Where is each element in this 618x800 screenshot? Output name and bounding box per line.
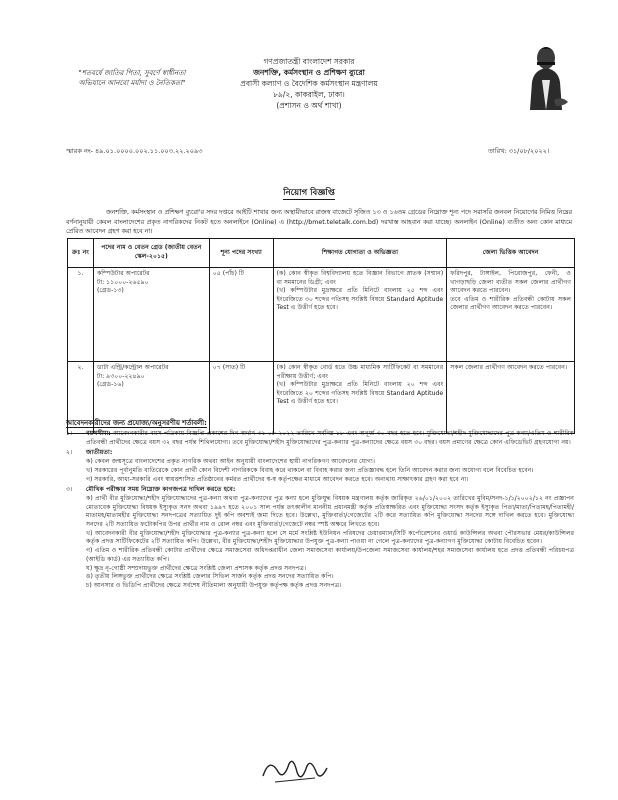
cell-count: ০৫ (পাঁচ) টি	[209, 268, 273, 362]
gov-line-4: ৮৯/২, কাকরাইল, ঢাকা।	[273, 90, 345, 99]
condition-sub: খ) আবেদনকারী বীর মুক্তিযোদ্ধা/শহীদ মুক্তিযোদ্ধার পুত্র-কন্যার পুত্র-কন্যা হলে সে মর্মে সংশ্লিষ্ট ইউনিয়ন পরিষদের চেয়ারম্যান/সিটি কর্পোরেশনের ওয়ার্ড কাউন্সিলর অথবা পৌরসভার মেয়র/কাউন্সিলর কর্তৃক প্রদত্ত সার্টিফিকেটের ২টি সত্যায়িত কপি। উল্লেখ্য, বীর মুক্তিযোদ্ধা/শহীদ মুক্তিযোদ্ধার উপযুক্ত পুত্র-কন্যা পাওয়া না গেলে পুত্র-কন্যাদের পুত্র-কন্যাগণ মুক্তিযোদ্ধা কোটায় বিবেচিত হবেন।	[86, 529, 574, 546]
notice-heading	[0, 186, 618, 200]
district-text-1: ফরিদপুর, টাঙ্গাইল, পিরোজপুর, ফেনী, ও খাগড়াছড়ি জেলা ব্যতীত সকল জেলার প্রার্থীগণ আবেদন করতে পারবেন।	[450, 270, 571, 295]
vacancy-table	[67, 238, 575, 434]
government-header	[190, 56, 428, 111]
motto-line-2: অভিযানে আনবো মর্যাদা ও নৈতিকতা"	[78, 79, 186, 87]
condition-sub: ঘ) ক্ষুদ্র নৃ-গোষ্ঠী সম্প্রদায়ভুক্ত প্রার্থীদের ক্ষেত্রে সংশ্লিষ্ট জেলা প্রশাসক কর্তৃক প্রদত্ত সনদপত্র।	[86, 564, 307, 572]
gov-line-1: গণপ্রজাতন্ত্রী বাংলাদেশ সরকার	[263, 57, 355, 66]
condition-sub: চ) আনসার ও ভিডিপি প্রার্থীদের ক্ষেত্রে সর্বশেষ নীতিমালা অনুযায়ী উপযুক্ত কর্তৃপক্ষ কর্তৃক প্রদত্ত সনদপত্র।	[86, 581, 342, 589]
qualification-b: (খ) কম্পিউটার মুদ্রাক্ষরে প্রতি মিনিটে বাংলায় ২৫ শব্দ এবং ইংরেজিতে ৩০ শব্দের গতিসহ সংশ্লিষ্ট বিষয়ে Standard Aptitude Test এ উত্তীর্ণ হতে হবে।	[276, 287, 444, 312]
post-grade: (গ্রেড-১৬)	[96, 381, 124, 389]
notice-heading-text: নিয়োগ বিজ্ঞপ্তি	[283, 188, 335, 198]
qualification-b: (খ) কম্পিউটার মুদ্রাক্ষরে প্রতি মিনিটে বাংলায় ২০ শব্দ এবং ইংরেজিতে ২০ শব্দের গতিসহ সংশ্লিষ্ট বিষয়ে Standard Aptitude Test এ উত্তীর্ণ হতে হবে।	[276, 381, 444, 406]
condition-body	[86, 449, 574, 484]
gov-line-3: প্রবাসী কল্যাণ ও বৈদেশিক কর্মসংস্থান মন্ত্রণালয়	[240, 79, 378, 88]
condition-sub: ঙ) তৃতীয় লিঙ্গভুক্ত প্রার্থীদের ক্ষেত্রে সংশ্লিষ্ট জেলার সিভিল সার্জন কর্তৃক প্রদত্ত সনদের সত্যায়িত কপি।	[86, 573, 334, 581]
header-qualification: শিক্ষাগত যোগ্যতা ও অভিজ্ঞতা	[273, 239, 447, 268]
header-district: জেলা ভিত্তিক আবেদন	[447, 239, 575, 268]
condition-number: ১।	[66, 430, 73, 437]
header-post: পদের নাম ও বেতন গ্রেড (জাতীয় বেতন স্কেল-২০১৫)	[93, 239, 209, 268]
cell-qualification	[273, 362, 447, 434]
memo-number: স্মারক নং- ৪৯.০১.০০০০.০০২.১১.০০৩.২২.২০৯৩	[66, 147, 203, 155]
condition-body	[86, 430, 574, 447]
cell-district	[447, 362, 575, 434]
table-header-row	[68, 239, 575, 268]
cell-serial: ১.	[68, 268, 94, 362]
cell-count: ০৭ (সাত) টি	[209, 362, 273, 434]
table-row	[68, 268, 575, 362]
post-name: ডাটা এন্ট্রি/কন্ট্রোল অপারেটর	[96, 364, 169, 371]
conditions-title	[66, 417, 207, 429]
condition-sub: ক) কেবল জন্মসূত্রে বাংলাদেশের প্রকৃত নাগরিক অথবা আইন অনুযায়ী বাংলাদেশের স্থায়ী নাগরিকগণ আবেদনের যোগ্য।	[86, 458, 375, 466]
motto-line-1: "শতবর্ষে জাতির পিতা, সুবর্ণে স্বাধীনতা	[78, 69, 186, 77]
condition-item	[66, 449, 574, 484]
cell-serial: ২.	[68, 362, 94, 434]
condition-number: ২।	[66, 449, 73, 457]
cell-qualification	[273, 268, 447, 362]
condition-sub: ক) প্রার্থী বীর মুক্তিযোদ্ধা/শহীদ মুক্তিযোদ্ধাদের পুত্র-কন্যা অথবা পুত্র-কন্যাদের পুত্র কন্যা হলে মুক্তিযুদ্ধ বিষয়ক মন্ত্রণালয় কর্তৃক জারিকৃত ২৬/০১/২০০২ তারিখের মুবিম/সনদ-১/১/২০০২/১২ নং প্রজ্ঞাপন মোতাবেক মুক্তিযোদ্ধা বিষয়ক ইস্যুকৃত সনদ অথবা ১৯৯৭ হতে ২০০১ সাল পর্যন্ত তৎকালীন মাননীয় প্রধানমন্ত্রী কর্তৃক প্রতিস্বাক্ষরিত এবং মুক্তিযোদ্ধা সংসদ কর্তৃক ইস্যুকৃত পিতা/মাতা/পিতামহ/পিতামহী/মাতামহ/মাতামহীর মুক্তিযোদ্ধা সনদপত্রের সত্যায়িত দুই কপি অবশ্যই জমা দিতে হবে। উল্লেখ্য, মুক্তিবার্তা/গেজেটের ২টি করে সত্যায়িত কপি মুক্তিযোদ্ধা সনদের সঙ্গে দাখিল করতে হবে। মুক্তিযোদ্ধা সনদের ২টি সত্যায়িত ফটোকপির উপর প্রার্থীর নাম ও রোল নম্বর এবং মুক্তিবার্তা/গেজেটে নম্বর স্পষ্ট অক্ষরে লিখতে হবে।	[86, 494, 574, 529]
motto-block	[62, 68, 202, 88]
cell-post	[93, 268, 209, 362]
condition-sub: গ) সরকারি, আধা-সরকারি এবং স্বায়ত্তশাসিত প্রতিষ্ঠানের কর্মরত প্রার্থীদের স্ব-স্ব কর্তৃপক্ষের মাধ্যমে আবেদন করতে হবে। অন্যথায় সাক্ষাৎকার গ্রহণ করা হবে না।	[86, 475, 469, 483]
condition-item	[66, 430, 574, 447]
condition-number: ৩।	[66, 486, 73, 494]
header-count: শূন্য পদের সংখ্যা	[209, 239, 273, 268]
condition-sub: খ) সরকারের পূর্বানুমতি ব্যতিরেকে কোন প্রার্থী কোন বিদেশী নাগরিককে বিবাহ করে থাকলে বা বিবাহ করার জন্য প্রতিজ্ঞাবদ্ধ হলে তিনি আবেদন করার জন্য অযোগ্য বলে বিবেচিত হবেন।	[86, 466, 534, 474]
issue-date: তারিখ: ৩১/০৮/২০২২।	[488, 147, 550, 155]
portrait-logo-image	[516, 40, 576, 112]
post-pay: টা: ৯৩০০-২২৪৯০	[96, 372, 145, 380]
header-serial: ক্রঃ নং	[68, 239, 94, 268]
condition-body	[86, 486, 574, 590]
condition-sub: গ) এতিম ও শারীরিক প্রতিবন্ধী কোটার প্রার্থীদের ক্ষেত্রে সমাজসেবা অধিদপ্তরাধীন জেলা সমাজসেবা কার্যালয়/উপজেলা সমাজসেবা কার্যালয়/শহর সমাজসেবা কার্যালয় হতে প্রদত্ত প্রতিবন্ধী পরিচয়পত্র (আইডি কার্ড) এর সত্যায়িত কপি।	[86, 547, 574, 563]
gov-line-2: জনশক্তি, কর্মসংস্থান ও প্রশিক্ষণ ব্যুরো	[253, 68, 365, 77]
condition-title: মৌখিক পরীক্ষার সময় নিম্নোক্ত কাগজপত্র দাখিল করতে হবে:	[86, 486, 236, 494]
conditions-title-text: আবেদনকারীদের জন্য প্রযোজ্য/অনুসরণীয় শর্তাবলী:	[66, 419, 207, 427]
district-text-1: সকল জেলার প্রার্থীগণ আবেদন করতে পারবেন।	[450, 364, 568, 371]
signature-mark	[255, 752, 335, 788]
post-name: কম্পিউটার অপারেটর	[96, 270, 150, 277]
conditions-list	[66, 430, 574, 593]
condition-title: জাতীয়তা:	[86, 449, 113, 457]
condition-item	[66, 486, 574, 590]
post-pay: টা: ১১০০০-২৬৫৯০	[96, 278, 149, 286]
district-text-2: তবে এতিম ও শারীরিক প্রতিবন্ধী কোটায় সকল জেলার প্রার্থীগণ আবেদন করতে পারবেন।	[450, 295, 571, 312]
gov-line-5: (প্রশাসন ও অর্থ শাখা)	[276, 101, 342, 110]
post-grade: (গ্রেড-১৩)	[96, 287, 124, 295]
qualification-a: (ক) কোন স্বীকৃত বিশ্ববিদ্যালয় হতে বিজ্ঞান বিভাগে স্নাতক (সম্মান) বা সমমানের ডিগ্রী; এবং	[276, 270, 444, 286]
qualification-a: (ক) কোন স্বীকৃত বোর্ড হতে উচ্চ মাধ্যমিক সার্টিফিকেট বা সমমানের পরীক্ষায় উত্তীর্ণ; এবং	[276, 364, 444, 380]
condition-title: বয়সসীমা:	[86, 430, 111, 437]
intro-paragraph: জনশক্তি, কর্মসংস্থান ও প্রশিক্ষণ ব্যুরো'র সদর দপ্তরে আইটি শাখার জন্য অস্থায়ীভাবে রাজস্ব বাজেটে সৃজিত ১৩ ও ১৬তম গ্রেডের নিম্নোক্ত শূন্য পদে সরাসরি জনবল নিয়োগের নিমিত্ত নিম্নের বর্ণনানুযায়ী কেবল বাংলাদেশের প্রকৃত নাগরিকদের নিকট হতে অনলাইনে (Online) এ (http://bmet.teletalk.com.bd) দরখাস্ত আহবান করা যাচ্ছে। অনলাইন (Online) ব্যতীত অন্য কোন মাধ্যমে প্রেরিত আবেদন গ্রহণ করা হবে না।	[66, 209, 572, 235]
cell-district	[447, 268, 575, 362]
condition-text: আবেদনকারীর বয়স পত্রিকায় বিজ্ঞপ্তি প্রকাশের দিন অর্থাৎ ৩১-০৮-২০২২ তারিখে সর্বনিম্ন ১৮ এবং অনূর্ধ্ব ৩০ বছর হতে হবে। মুক্তিযোদ্ধা/শহীদ মুক্তিযোদ্ধাদের পুত্র-কন্যা/এতিম ও শারীরিক প্রতিবন্ধী প্রার্থীদের ক্ষেত্রে বয়স ৩২ বছর পর্যন্ত শিথিলযোগ্য। তবে মুক্তিযোদ্ধা/শহীদ মুক্তিযোদ্ধাদের পুত্র-কন্যার পুত্র-কন্যাদের ক্ষেত্রে বয়স ৩০ বছর। বয়স প্রমাণের ক্ষেত্রে কোন এফিডেভিট গ্রহণযোগ্য নয়।	[86, 430, 574, 446]
